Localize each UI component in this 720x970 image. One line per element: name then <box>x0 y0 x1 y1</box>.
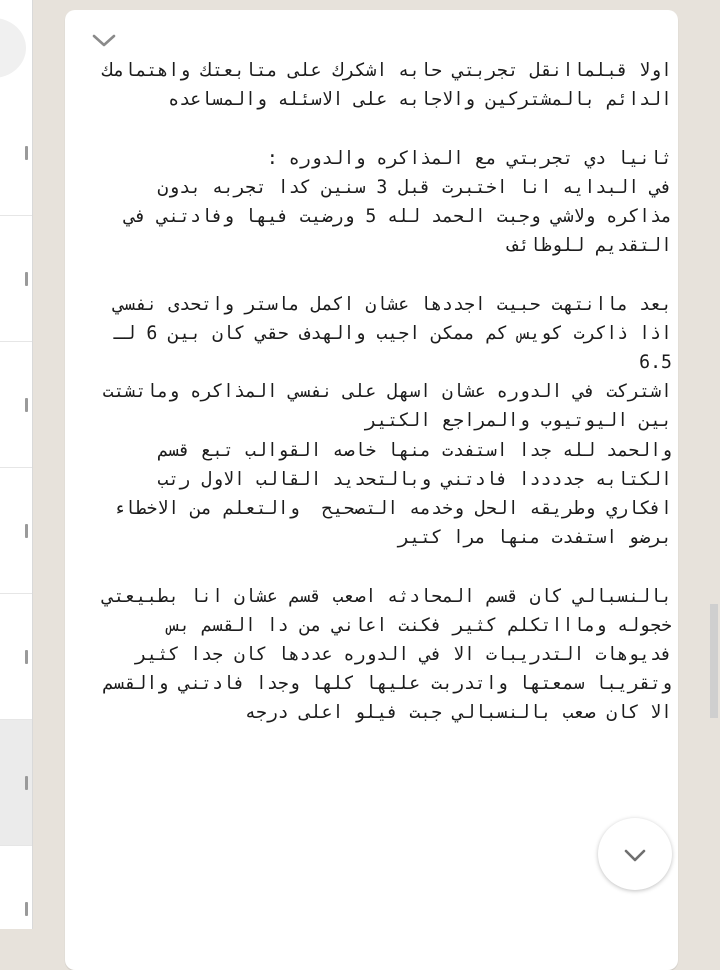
chat-list-item[interactable] <box>0 90 32 216</box>
chat-list-item[interactable] <box>0 846 32 929</box>
list-item-marker <box>25 398 28 412</box>
scrollbar-thumb[interactable] <box>710 604 718 718</box>
list-item-marker <box>25 524 28 538</box>
list-item-marker <box>25 650 28 664</box>
chat-list-item[interactable] <box>0 468 32 594</box>
chevron-down-icon[interactable] <box>89 26 119 56</box>
list-item-marker <box>25 902 28 916</box>
search-box[interactable] <box>0 18 26 78</box>
chat-list-item[interactable] <box>0 594 32 720</box>
chat-list-item-active[interactable] <box>0 720 32 846</box>
message-bubble[interactable] <box>65 10 678 970</box>
scroll-to-bottom-button[interactable] <box>598 818 672 890</box>
chat-list-item[interactable] <box>0 216 32 342</box>
chat-conversation <box>33 0 720 929</box>
chat-list-item[interactable] <box>0 342 32 468</box>
message-text: اولا قبلماانقل تجربتي حابه اشكرك على متابعتك واهتمامك الدائم بالمشتركين والاجابه على الاسئله والمساعده ثانيا دي تجربتي مع المذاكره والدوره : في البدايه انا اختبرت قبل 3 سنين كدا تجربه بدون مذاكره ولاشي وجبت الحمد لله 5 ورضيت فيها وفادتني في التقديم للوظائف بعد ماانتهت حبيت اجددها عشان اكمل ماستر واتحدى نفسي اذا ذاكرت كويس كم ممكن اجيب والهدف حقي كان بين 6 لـ 6.5 اشتركت في الدوره عشان اسهل على نفسي المذاكره وماتشتت بين اليوتيوب والمراجع الكتير والحمد لله جدا استفدت منها خاصه القوالب تبع قسم الكتابه جددددا فادتني وبالتحديد القالب الاول رتب افكاري وطريقه الحل وخدمه التصحيح والتعلم من الاخطاء برضو استفدت منها مرا كتير بالنسبالي كان قسم المحادثه اصعب قسم عشان انا بطبيعتي خجوله وماااتكلم كثير فكنت اعاني من دا القسم بس فديوهات التدريبات الا في الدوره عددها كان جدا كثير وتقريبا سمعتها واتدربت عليها كلها وجدا فادتني والقسم الا كان صعب بالنسبالي جبت فيلو اعلى درجه <box>102 60 672 724</box>
chat-list-panel <box>0 0 33 929</box>
chevron-down-icon <box>622 842 648 868</box>
list-item-marker <box>25 272 28 286</box>
list-item-marker <box>25 776 28 790</box>
list-item-marker <box>25 146 28 160</box>
